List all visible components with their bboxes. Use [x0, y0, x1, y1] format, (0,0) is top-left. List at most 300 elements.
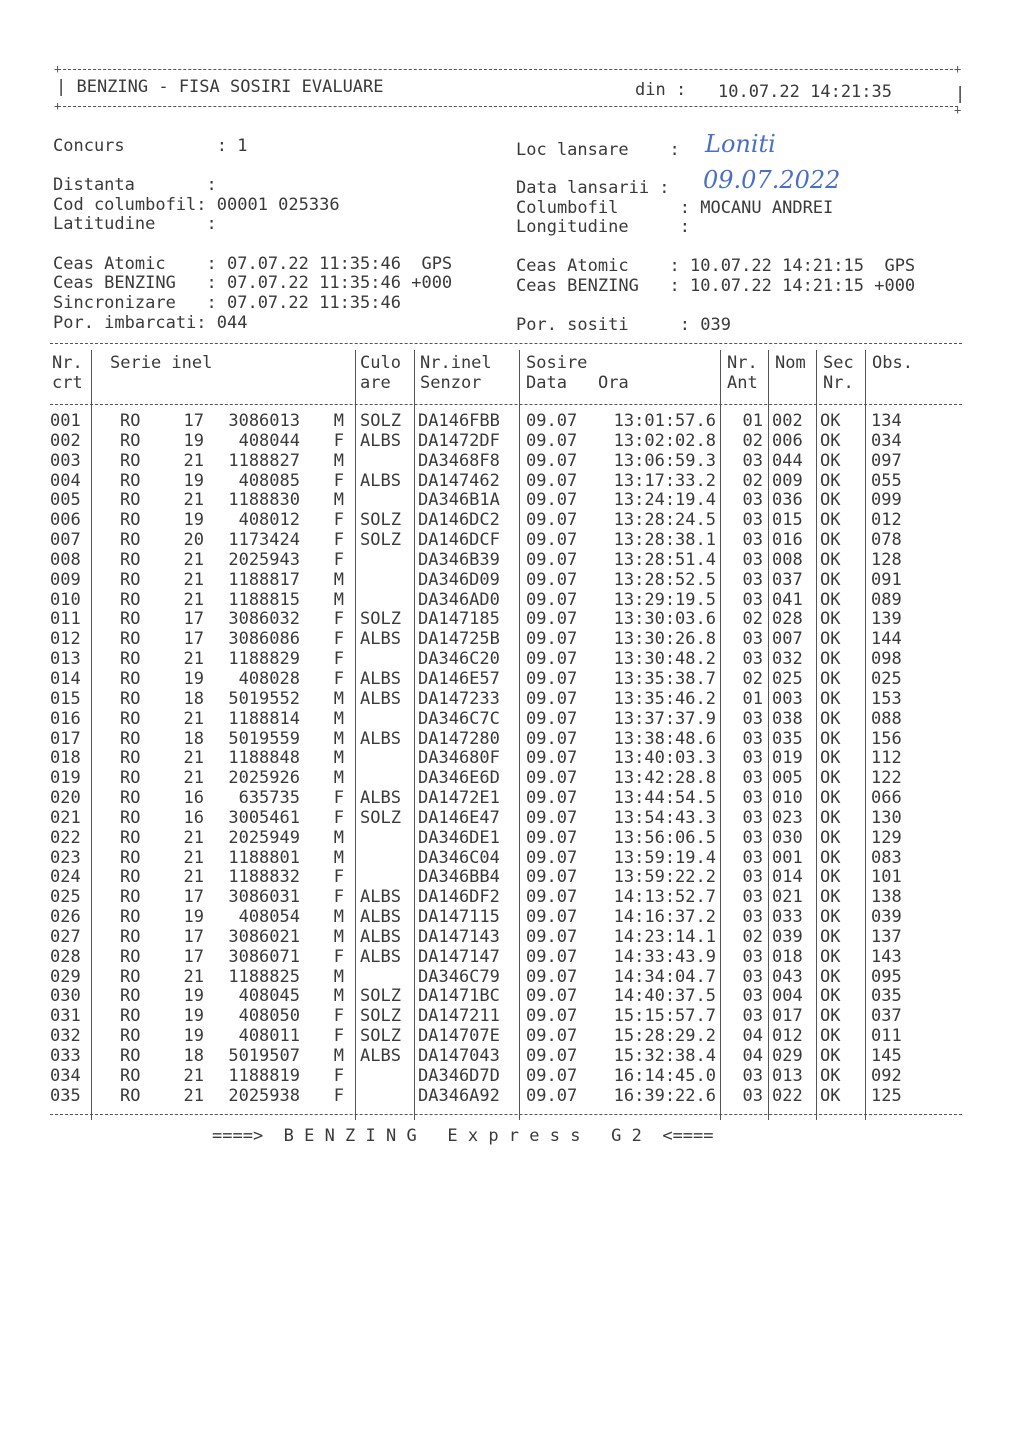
- cell-data: 09.07: [526, 490, 578, 511]
- cell-nom: 021: [772, 887, 803, 908]
- cell-culoare: SOLZ: [360, 510, 401, 531]
- cell-sex: F: [333, 649, 344, 670]
- cell-data: 09.07: [526, 926, 578, 947]
- header-sosire: Sosire: [526, 353, 588, 373]
- cell-ora: 14:33:43.9: [613, 946, 716, 967]
- cell-data: 09.07: [526, 569, 578, 590]
- cell-sex: F: [333, 788, 344, 809]
- cell-serie-tara: RO: [120, 649, 141, 670]
- cell-serie-an: 19: [183, 470, 204, 491]
- header-corner: +: [54, 62, 62, 76]
- cell-data: 09.07: [526, 510, 578, 531]
- cell-data: 09.07: [526, 668, 578, 689]
- cell-sex: M: [333, 708, 344, 729]
- cell-serie-an: 19: [183, 1006, 204, 1027]
- cell-data: 09.07: [526, 827, 578, 848]
- cell-obs: 138: [871, 887, 902, 908]
- cell-serie-tara: RO: [120, 827, 141, 848]
- cell-sex: F: [333, 867, 344, 888]
- cell-sec: OK: [820, 1065, 841, 1086]
- cell-crt: 033: [50, 1046, 81, 1066]
- cell-sex: F: [333, 887, 344, 908]
- cell-sec: OK: [820, 430, 841, 451]
- cell-serie-tara: RO: [120, 549, 141, 570]
- cell-senzor: DA346C20: [418, 649, 500, 670]
- cell-serie-an: 16: [183, 788, 204, 809]
- columbofil-field: Columbofil : MOCANU ANDREI: [516, 198, 834, 218]
- cell-ant: 03: [742, 728, 763, 749]
- cell-culoare: ALBS: [360, 887, 401, 908]
- cell-sec: OK: [820, 470, 841, 491]
- cell-serie-inel: 408011: [238, 1026, 300, 1047]
- cell-sex: M: [333, 450, 344, 471]
- cell-crt: 023: [50, 847, 81, 868]
- cell-ora: 13:17:33.2: [613, 470, 716, 491]
- cell-sex: M: [333, 688, 344, 709]
- cell-ant: 03: [742, 788, 763, 809]
- cell-sec: OK: [820, 926, 841, 947]
- cell-ora: 13:30:03.6: [613, 609, 716, 630]
- cell-ant: 04: [742, 1046, 763, 1066]
- header-sec: Sec: [823, 353, 854, 373]
- header-crt: crt: [52, 373, 83, 393]
- cell-ant: 03: [742, 768, 763, 789]
- cell-senzor: DA346C7C: [418, 708, 500, 729]
- cell-sex: M: [333, 728, 344, 749]
- cell-sex: M: [333, 847, 344, 868]
- cell-sec: OK: [820, 887, 841, 908]
- cell-senzor: DA146E47: [418, 807, 500, 828]
- cell-senzor: DA147143: [418, 926, 500, 947]
- cell-serie-inel: 3086013: [228, 411, 300, 431]
- loc-lansare-handwritten: Loniti: [705, 130, 776, 158]
- cell-senzor: DA146DC2: [418, 510, 500, 531]
- cell-obs: 025: [871, 668, 902, 689]
- cell-serie-an: 17: [183, 887, 204, 908]
- cell-serie-an: 19: [183, 668, 204, 689]
- cell-sec: OK: [820, 907, 841, 928]
- header-corner: +: [954, 103, 962, 117]
- cell-serie-inel: 408054: [238, 907, 300, 928]
- cell-obs: 095: [871, 966, 902, 987]
- ceas-atomic-start: Ceas Atomic : 07.07.22 11:35:46 GPS: [53, 254, 453, 274]
- cell-ora: 13:59:22.2: [613, 867, 716, 888]
- cell-sec: OK: [820, 788, 841, 809]
- cell-crt: 011: [50, 609, 81, 630]
- cell-sex: F: [333, 1006, 344, 1027]
- cell-sec: OK: [820, 768, 841, 789]
- cell-serie-tara: RO: [120, 629, 141, 650]
- cell-data: 09.07: [526, 430, 578, 451]
- cell-culoare: SOLZ: [360, 411, 401, 431]
- cell-crt: 012: [50, 629, 81, 650]
- cell-serie-tara: RO: [120, 966, 141, 987]
- cell-data: 09.07: [526, 411, 578, 431]
- cell-culoare: ALBS: [360, 470, 401, 491]
- cell-serie-an: 17: [183, 946, 204, 967]
- cell-sec: OK: [820, 708, 841, 729]
- cell-data: 09.07: [526, 470, 578, 491]
- cell-sec: OK: [820, 569, 841, 590]
- cell-serie-tara: RO: [120, 847, 141, 868]
- cell-ant: 02: [742, 926, 763, 947]
- cell-serie-inel: 3086032: [228, 609, 300, 630]
- cell-culoare: SOLZ: [360, 530, 401, 551]
- cell-data: 09.07: [526, 688, 578, 709]
- cell-senzor: DA14725B: [418, 629, 500, 650]
- cell-ant: 03: [742, 708, 763, 729]
- cell-serie-inel: 2025938: [228, 1085, 300, 1106]
- data-lansarii-label: Data lansarii :: [516, 178, 670, 198]
- cell-nom: 041: [772, 589, 803, 610]
- cell-sex: F: [333, 1026, 344, 1047]
- cell-ant: 03: [742, 629, 763, 650]
- cell-nom: 001: [772, 847, 803, 868]
- cell-sex: F: [333, 510, 344, 531]
- cell-ora: 15:32:38.4: [613, 1046, 716, 1066]
- cell-ora: 14:40:37.5: [613, 986, 716, 1007]
- cell-serie-an: 21: [183, 867, 204, 888]
- cell-ora: 14:34:04.7: [613, 966, 716, 987]
- header-nr: Nr.: [52, 353, 83, 373]
- cell-ora: 13:06:59.3: [613, 450, 716, 471]
- cell-serie-an: 19: [183, 1026, 204, 1047]
- cell-sec: OK: [820, 847, 841, 868]
- cell-serie-an: 19: [183, 510, 204, 531]
- cell-serie-an: 21: [183, 1065, 204, 1086]
- cell-obs: 143: [871, 946, 902, 967]
- cell-sec: OK: [820, 609, 841, 630]
- cell-serie-inel: 1188801: [228, 847, 300, 868]
- cell-serie-an: 21: [183, 748, 204, 769]
- cell-serie-tara: RO: [120, 490, 141, 511]
- cell-crt: 006: [50, 510, 81, 531]
- cell-culoare: ALBS: [360, 688, 401, 709]
- cell-obs: 156: [871, 728, 902, 749]
- cell-sec: OK: [820, 510, 841, 531]
- cell-obs: 034: [871, 430, 902, 451]
- cell-sec: OK: [820, 688, 841, 709]
- header-separator: [50, 404, 962, 405]
- cell-crt: 013: [50, 649, 81, 670]
- cell-serie-an: 21: [183, 589, 204, 610]
- cell-ant: 03: [742, 847, 763, 868]
- cell-data: 09.07: [526, 649, 578, 670]
- cell-crt: 026: [50, 907, 81, 928]
- cell-senzor: DA146DF2: [418, 887, 500, 908]
- cell-serie-tara: RO: [120, 510, 141, 531]
- cell-obs: 145: [871, 1046, 902, 1066]
- cell-crt: 007: [50, 530, 81, 551]
- cell-senzor: DA147280: [418, 728, 500, 749]
- cell-ant: 03: [742, 510, 763, 531]
- cell-obs: 012: [871, 510, 902, 531]
- cell-data: 09.07: [526, 1085, 578, 1106]
- cell-crt: 010: [50, 589, 81, 610]
- cell-serie-tara: RO: [120, 1046, 141, 1066]
- cell-ant: 03: [742, 589, 763, 610]
- cell-nom: 023: [772, 807, 803, 828]
- cell-obs: 139: [871, 609, 902, 630]
- cell-serie-tara: RO: [120, 907, 141, 928]
- cell-ora: 13:30:48.2: [613, 649, 716, 670]
- cell-obs: 112: [871, 748, 902, 769]
- cell-obs: 089: [871, 589, 902, 610]
- cell-ant: 03: [742, 549, 763, 570]
- cell-sec: OK: [820, 450, 841, 471]
- cell-serie-tara: RO: [120, 411, 141, 431]
- cell-serie-an: 18: [183, 688, 204, 709]
- cell-serie-inel: 5019559: [228, 728, 300, 749]
- cell-obs: 101: [871, 867, 902, 888]
- cell-culoare: SOLZ: [360, 1026, 401, 1047]
- cell-senzor: DA346B1A: [418, 490, 500, 511]
- cell-senzor: DA3468F8: [418, 450, 500, 471]
- cell-crt: 003: [50, 450, 81, 471]
- cell-nom: 015: [772, 510, 803, 531]
- cell-ora: 13:38:48.6: [613, 728, 716, 749]
- cell-serie-tara: RO: [120, 1085, 141, 1106]
- cell-ora: 13:56:06.5: [613, 827, 716, 848]
- cell-sec: OK: [820, 867, 841, 888]
- cell-nom: 030: [772, 827, 803, 848]
- cell-ora: 13:40:03.3: [613, 748, 716, 769]
- cell-data: 09.07: [526, 1006, 578, 1027]
- cell-ora: 13:29:19.5: [613, 589, 716, 610]
- cell-ant: 03: [742, 966, 763, 987]
- header-serie-inel: Serie inel: [110, 353, 213, 373]
- cell-serie-an: 21: [183, 966, 204, 987]
- cell-nom: 014: [772, 867, 803, 888]
- cell-serie-inel: 408044: [238, 430, 300, 451]
- cell-serie-an: 21: [183, 549, 204, 570]
- cell-senzor: DA14707E: [418, 1026, 500, 1047]
- cell-crt: 002: [50, 430, 81, 451]
- cell-data: 09.07: [526, 1046, 578, 1066]
- cell-ant: 03: [742, 1065, 763, 1086]
- header-sec-nr: Nr.: [823, 373, 854, 393]
- cell-sex: F: [333, 668, 344, 689]
- cell-senzor: DA346E6D: [418, 768, 500, 789]
- cell-data: 09.07: [526, 867, 578, 888]
- cell-ant: 02: [742, 668, 763, 689]
- cell-data: 09.07: [526, 1026, 578, 1047]
- cell-obs: 125: [871, 1085, 902, 1106]
- header-senzor: Senzor: [420, 373, 482, 393]
- cell-ora: 14:23:14.1: [613, 926, 716, 947]
- cell-sex: F: [333, 629, 344, 650]
- cell-serie-an: 21: [183, 490, 204, 511]
- header-culoare: Culo: [360, 353, 401, 373]
- cell-nom: 017: [772, 1006, 803, 1027]
- cell-senzor: DA346C04: [418, 847, 500, 868]
- cell-ora: 13:35:46.2: [613, 688, 716, 709]
- cell-nom: 007: [772, 629, 803, 650]
- cell-serie-an: 20: [183, 530, 204, 551]
- cell-sex: F: [333, 1065, 344, 1086]
- cell-obs: 055: [871, 470, 902, 491]
- cell-ora: 16:39:22.6: [613, 1085, 716, 1106]
- cell-serie-an: 17: [183, 411, 204, 431]
- cell-sex: M: [333, 907, 344, 928]
- cell-sex: M: [333, 986, 344, 1007]
- cell-sec: OK: [820, 827, 841, 848]
- cell-crt: 008: [50, 549, 81, 570]
- cell-ant: 03: [742, 649, 763, 670]
- report-title: | BENZING - FISA SOSIRI EVALUARE: [56, 77, 384, 97]
- cell-serie-tara: RO: [120, 1026, 141, 1047]
- cell-sex: F: [333, 430, 344, 451]
- cell-crt: 016: [50, 708, 81, 729]
- cell-crt: 005: [50, 490, 81, 511]
- cell-culoare: ALBS: [360, 430, 401, 451]
- cell-serie-tara: RO: [120, 470, 141, 491]
- cell-ant: 03: [742, 946, 763, 967]
- sincronizare-field: Sincronizare : 07.07.22 11:35:46: [53, 293, 401, 313]
- cell-sex: F: [333, 1085, 344, 1106]
- cell-serie-tara: RO: [120, 430, 141, 451]
- cell-culoare: SOLZ: [360, 807, 401, 828]
- cell-sex: M: [333, 966, 344, 987]
- cell-serie-an: 21: [183, 708, 204, 729]
- cell-crt: 024: [50, 867, 81, 888]
- header-are: are: [360, 373, 391, 393]
- cell-nom: 029: [772, 1046, 803, 1066]
- cell-data: 09.07: [526, 589, 578, 610]
- cell-serie-tara: RO: [120, 946, 141, 967]
- cell-data: 09.07: [526, 748, 578, 769]
- cell-sex: F: [333, 549, 344, 570]
- cell-senzor: DA146E57: [418, 668, 500, 689]
- ceas-benzing-start: Ceas BENZING : 07.07.22 11:35:46 +000: [53, 273, 453, 293]
- cell-serie-tara: RO: [120, 609, 141, 630]
- cell-data: 09.07: [526, 530, 578, 551]
- cell-sec: OK: [820, 946, 841, 967]
- cell-data: 09.07: [526, 788, 578, 809]
- cell-sex: F: [333, 946, 344, 967]
- cell-ant: 03: [742, 887, 763, 908]
- cell-senzor: DA146DCF: [418, 530, 500, 551]
- cell-obs: 153: [871, 688, 902, 709]
- cell-crt: 030: [50, 986, 81, 1007]
- cell-ant: 03: [742, 748, 763, 769]
- cell-nom: 016: [772, 530, 803, 551]
- report-date-label: din :: [635, 80, 687, 100]
- cell-ant: 03: [742, 1006, 763, 1027]
- cell-senzor: DA34680F: [418, 748, 500, 769]
- col-divider: [91, 350, 92, 1120]
- header-nr-ant: Nr.: [727, 353, 758, 373]
- cell-nom: 006: [772, 430, 803, 451]
- cell-senzor: DA1471BC: [418, 986, 500, 1007]
- cell-obs: 098: [871, 649, 902, 670]
- header-data: Data: [526, 373, 567, 393]
- cell-serie-an: 18: [183, 728, 204, 749]
- cell-serie-an: 21: [183, 1085, 204, 1106]
- cell-senzor: DA346B39: [418, 549, 500, 570]
- cell-ora: 13:28:52.5: [613, 569, 716, 590]
- header-ora: Ora: [598, 373, 629, 393]
- cell-sec: OK: [820, 807, 841, 828]
- cell-serie-inel: 3086031: [228, 887, 300, 908]
- cell-serie-inel: 1173424: [228, 530, 300, 551]
- cell-serie-inel: 408045: [238, 986, 300, 1007]
- cell-nom: 008: [772, 549, 803, 570]
- cell-serie-an: 16: [183, 807, 204, 828]
- cell-serie-an: 17: [183, 609, 204, 630]
- col-divider: [414, 350, 415, 1120]
- cell-obs: 091: [871, 569, 902, 590]
- cell-ora: 13:37:37.9: [613, 708, 716, 729]
- cell-serie-inel: 1188829: [228, 649, 300, 670]
- cell-serie-tara: RO: [120, 986, 141, 1007]
- cell-nom: 009: [772, 470, 803, 491]
- cell-nom: 043: [772, 966, 803, 987]
- cell-crt: 029: [50, 966, 81, 987]
- cell-ant: 03: [742, 530, 763, 551]
- cell-serie-inel: 408012: [238, 510, 300, 531]
- header-obs: Obs.: [872, 353, 913, 373]
- cell-nom: 018: [772, 946, 803, 967]
- cell-data: 09.07: [526, 450, 578, 471]
- cell-ant: 03: [742, 569, 763, 590]
- header-bottom-border: [58, 106, 958, 107]
- cell-senzor: DA346D09: [418, 569, 500, 590]
- cell-crt: 017: [50, 728, 81, 749]
- cell-serie-inel: 2025949: [228, 827, 300, 848]
- cell-crt: 009: [50, 569, 81, 590]
- cell-ora: 13:28:24.5: [613, 510, 716, 531]
- cell-obs: 099: [871, 490, 902, 511]
- cell-serie-tara: RO: [120, 1006, 141, 1027]
- cell-obs: 035: [871, 986, 902, 1007]
- cell-senzor: DA147185: [418, 609, 500, 630]
- cell-nom: 012: [772, 1026, 803, 1047]
- cell-sex: M: [333, 490, 344, 511]
- cell-ora: 13:01:57.6: [613, 411, 716, 431]
- cell-crt: 014: [50, 668, 81, 689]
- cell-ant: 04: [742, 1026, 763, 1047]
- cell-crt: 032: [50, 1026, 81, 1047]
- cell-data: 09.07: [526, 986, 578, 1007]
- cell-sex: M: [333, 768, 344, 789]
- cell-serie-inel: 408085: [238, 470, 300, 491]
- cell-serie-inel: 5019507: [228, 1046, 300, 1066]
- cell-obs: 134: [871, 411, 902, 431]
- cell-crt: 027: [50, 926, 81, 947]
- cell-data: 09.07: [526, 966, 578, 987]
- cell-sec: OK: [820, 549, 841, 570]
- cell-sex: M: [333, 827, 344, 848]
- cell-ant: 03: [742, 1085, 763, 1106]
- cell-serie-an: 21: [183, 827, 204, 848]
- cell-nom: 004: [772, 986, 803, 1007]
- cell-sex: F: [333, 807, 344, 828]
- cell-crt: 028: [50, 946, 81, 967]
- header-corner: +: [54, 99, 62, 113]
- cell-serie-tara: RO: [120, 569, 141, 590]
- cell-ora: 14:16:37.2: [613, 907, 716, 928]
- distanta-field: Distanta :: [53, 175, 217, 195]
- ceas-benzing-end: Ceas BENZING : 10.07.22 14:21:15 +000: [516, 276, 916, 296]
- cell-sec: OK: [820, 1006, 841, 1027]
- cell-nom: 033: [772, 907, 803, 928]
- footer-brand: ====> B E N Z I N G E x p r e s s G 2 <====: [212, 1126, 714, 1146]
- col-divider: [355, 350, 356, 1120]
- cell-serie-an: 18: [183, 1046, 204, 1066]
- cell-data: 09.07: [526, 768, 578, 789]
- cell-sex: F: [333, 530, 344, 551]
